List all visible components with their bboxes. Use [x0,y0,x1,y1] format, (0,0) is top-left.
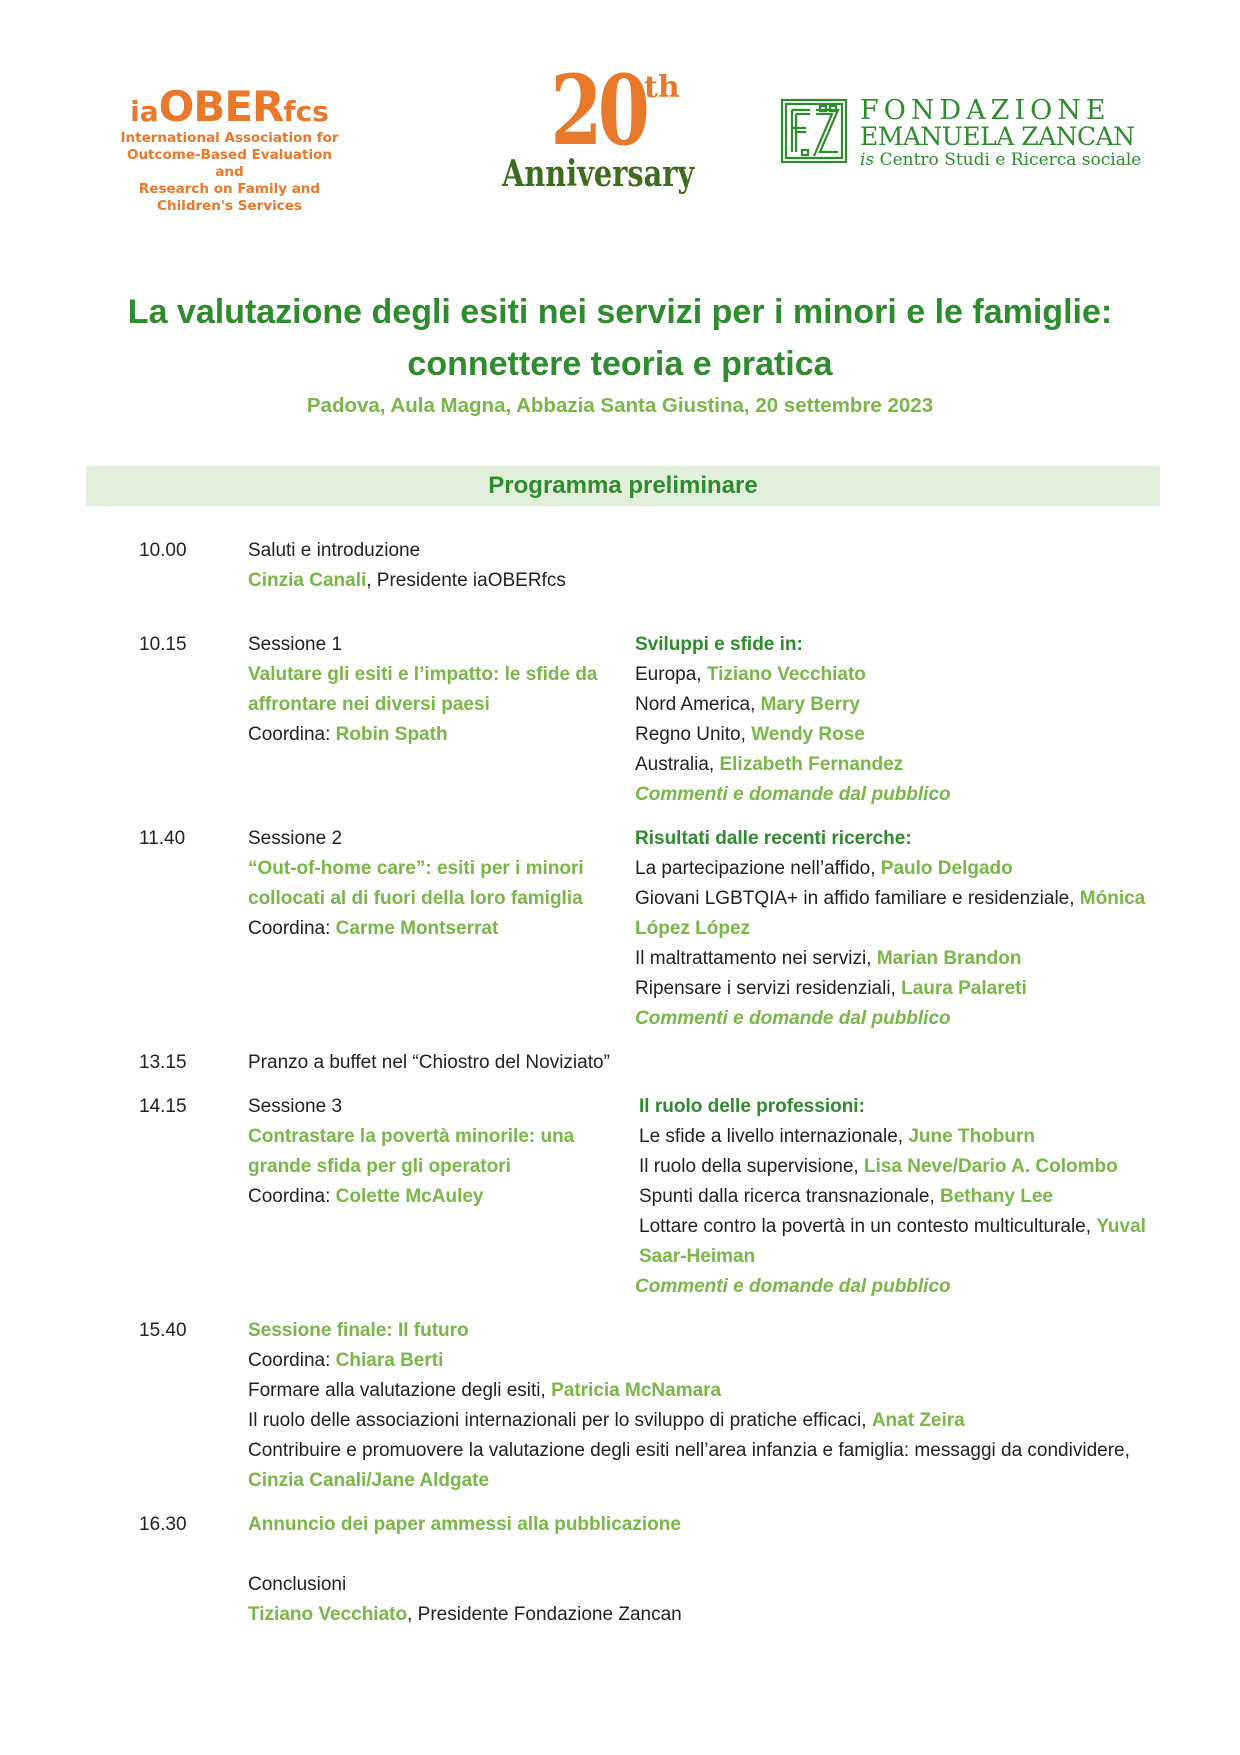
coord-label: Coordina: [248,1350,336,1371]
session1-right-heading: Sviluppi e sfide in: [635,634,803,655]
talk-topic: La partecipazione nell’affido, [635,858,881,879]
speaker-name: Bethany Lee [940,1186,1053,1207]
talk-topic: Il ruolo delle associazioni internazionali per lo sviluppo di pratiche efficaci, [248,1410,872,1431]
session2-title-cont: collocati al di fuori della loro famiglia [248,888,583,909]
session3-label: Sessione 3 [248,1096,343,1117]
final-session-coordinator [248,1346,443,1376]
session2-comments: Commenti e domande dal pubblico [635,1008,951,1029]
coord-name: Chiara Berti [335,1350,444,1371]
speaker-name-cont: López López [635,918,751,939]
event-location-date: Padova, Aula Magna, Abbazia Santa Giustina, 20 settembre 2023 [306,394,934,417]
speaker-name: Lisa Neve/Dario A. Colombo [863,1156,1118,1177]
session3-coordinator [248,1182,483,1212]
zancan-is-prefix: is [860,150,875,170]
coord-name: Robin Spath [335,724,448,745]
speaker-role: , Presidente iaOBERfcs [366,570,566,591]
talk-item [639,1152,1118,1182]
coord-label: Coordina: [248,918,336,939]
session3-comments: Commenti e domande dal pubblico [635,1276,951,1297]
talk-topic: Le sfide a livello internazionale, [639,1126,909,1147]
talk-topic: Giovani LGBTQIA+ in affido familiare e residenziale, [635,888,1080,909]
time-1000: 10.00 [139,540,187,561]
talk-topic: Europa, [635,664,707,685]
time-1415: 14.15 [139,1096,187,1117]
speaker-name: Paulo Delgado [880,858,1013,879]
time-1540: 15.40 [139,1320,187,1341]
talk-topic: Il ruolo della supervisione, [639,1156,864,1177]
talk-topic: Ripensare i servizi residenziali, [635,978,902,999]
talk-topic: Australia, [635,754,720,775]
talk-item [635,974,1027,1004]
session1-title-cont: affrontare nei diversi paesi [248,694,490,715]
talk-item [639,1122,1035,1152]
zancan-line-tagline [860,150,1141,170]
talk-item [635,690,860,720]
speaker-name: Elizabeth Fernandez [719,754,904,775]
talk-item [635,750,903,780]
wordmark-fcs: fcs [283,95,329,128]
speaker-name: Yuval [1096,1216,1146,1237]
speaker-name: Anat Zeira [871,1410,965,1431]
talk-topic: Formare alla valutazione degli esiti, [248,1380,552,1401]
session3-title: Contrastare la povertà minorile: una [248,1126,575,1147]
iaoberfcs-full-name [112,130,347,215]
coord-name: Carme Montserrat [335,918,499,939]
speaker-name: Cinzia Canali/Jane Aldgate [248,1470,490,1491]
talk-topic: Il maltrattamento nei servizi, [635,948,877,969]
anniversary-number: 20 [550,54,646,167]
document-title-line2: connettere teoria e pratica [407,345,833,383]
zancan-tagline: Centro Studi e Ricerca sociale [879,150,1142,170]
speaker-name: June Thoburn [908,1126,1035,1147]
talk-item [635,884,1145,914]
speaker-name: Cinzia Canali [248,570,367,591]
wordmark-ober: OBER [158,82,284,131]
zancan-line-fondazione: FONDAZIONE [860,95,1111,126]
fondazione-zancan-logo [780,95,1142,170]
speaker-name: Mónica [1079,888,1146,909]
speaker-name: Mary Berry [760,694,860,715]
talk-item [248,1376,721,1406]
talk-topic: Regno Unito, [635,724,752,745]
session2-label: Sessione 2 [248,828,343,849]
iaoberfcs-line: Outcome-Based Evaluation and [126,147,333,180]
talk-item [248,1436,1130,1466]
talk-item [635,660,866,690]
talk-item [248,1406,965,1436]
anniversary-suffix: th [644,70,680,105]
iaoberfcs-logo [112,82,347,215]
session2-title: “Out-of-home care”: esiti per i minori [248,858,584,879]
speaker-name: Wendy Rose [751,724,865,745]
session1-comments: Commenti e domande dal pubblico [635,784,951,805]
session1-coordinator [248,720,448,750]
conclusions-speaker [248,1600,682,1630]
lunch-text: Pranzo a buffet nel “Chiostro del Noviziato” [248,1052,610,1073]
talk-item [639,1212,1146,1242]
time-1015: 10.15 [139,634,187,655]
coord-label: Coordina: [248,724,336,745]
time-1140: 11.40 [139,828,186,849]
session1-label: Sessione 1 [248,634,343,655]
talk-item [635,854,1013,884]
anniversary-word: Anniversary [501,153,695,195]
speaker-role: , Presidente Fondazione Zancan [407,1604,682,1625]
talk-topic: Lottare contro la povertà in un contesto multiculturale, [639,1216,1097,1237]
talk-topic: Nord America, [635,694,761,715]
talk-topic: Spunti dalla ricerca transnazionale, [639,1186,941,1207]
session2-coordinator [248,914,498,944]
iaoberfcs-line: International Association for [120,130,339,146]
speaker-name: Laura Palareti [901,978,1027,999]
time-1315: 13.15 [139,1052,187,1073]
wordmark-ia: ia [130,95,159,128]
coord-name: Colette McAuley [335,1186,484,1207]
speaker-name: Marian Brandon [876,948,1022,969]
session3-title-cont: grande sfida per gli operatori [248,1156,511,1177]
speaker-name: Tiziano Vecchiato [706,664,866,685]
final-session-title: Sessione finale: Il futuro [248,1320,469,1341]
zancan-line-name: EMANUELA ZANCAN [860,122,1135,151]
time-1630: 16.30 [139,1514,187,1535]
talk-topic: Contribuire e promuovere la valutazione degli esiti nell’area infanzia e famiglia: messaggi da condividere, [248,1440,1130,1461]
session3-right-heading: Il ruolo delle professioni: [639,1096,865,1117]
iaoberfcs-line: Children's Services [157,198,302,214]
fz-monogram-icon [780,98,848,164]
document-title-line1: La valutazione degli esiti nei servizi per i minori e le famiglie: [127,293,1113,331]
iaoberfcs-line: Research on Family and [138,181,321,197]
session1-title: Valutare gli esiti e l’impatto: le sfide da [248,664,598,685]
speaker-name: Patricia McNamara [551,1380,722,1401]
conclusions-label: Conclusioni [248,1574,347,1595]
speaker-name: Tiziano Vecchiato [248,1604,408,1625]
anniversary-logo [498,54,698,195]
welcome-label: Saluti e introduzione [248,540,421,561]
talk-item [635,720,865,750]
papers-announcement: Annuncio dei paper ammessi alla pubblicazione [248,1514,681,1535]
session2-right-heading: Risultati dalle recenti ricerche: [635,828,912,849]
talk-item [639,1182,1053,1212]
speaker-name-cont: Saar-Heiman [639,1246,756,1267]
program-banner: Programma preliminare [86,466,1160,506]
welcome-speaker [248,566,566,596]
iaoberfcs-wordmark [112,82,347,131]
talk-item [635,944,1021,974]
coord-label: Coordina: [248,1186,336,1207]
